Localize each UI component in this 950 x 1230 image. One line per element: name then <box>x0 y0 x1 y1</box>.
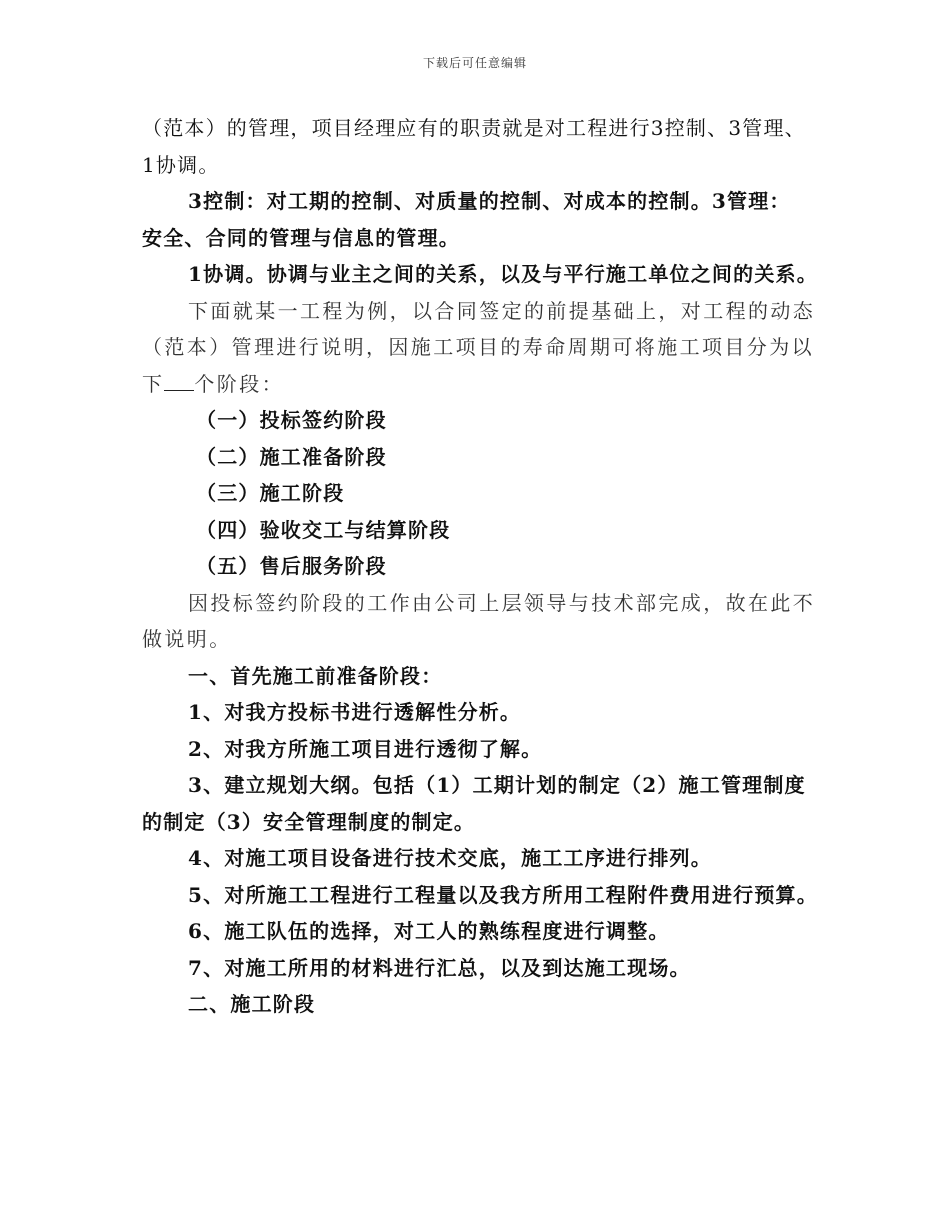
list-item: 3、建立规划大纲。包括（1）工期计划的制定（2）施工管理制度 <box>188 773 806 797</box>
list-item: 1、对我方投标书进行透解性分析。 <box>188 700 522 724</box>
list-item: 5、对所施工工程进行工程量以及我方所用工程附件费用进行预算。 <box>188 882 818 907</box>
paragraph-line: 1协调。 <box>142 152 220 177</box>
stage-item: （五）售后服务阶段 <box>196 554 387 578</box>
note-line: 做说明。 <box>142 627 232 651</box>
list-item: 的制定（3）安全管理制度的制定。 <box>142 809 476 834</box>
list-item: 7、对施工所用的材料进行汇总，以及到达施工现场。 <box>188 955 691 980</box>
paragraph-line: （范本）的管理，项目经理应有的职责就是对工程进行3控制、3管理、 <box>142 116 806 140</box>
stage-item: （二）施工准备阶段 <box>196 444 387 469</box>
section-heading: 一、首先施工前准备阶段： <box>188 663 443 688</box>
list-item: 2、对我方所施工项目进行透彻了解。 <box>188 736 543 761</box>
control-heading-line: 安全、合同的管理与信息的管理。 <box>142 225 460 250</box>
stage-item: （四）验收交工与结算阶段 <box>196 517 451 542</box>
document-body <box>142 110 832 1023</box>
section-heading: 二、施工阶段 <box>188 992 316 1016</box>
intro-line <box>142 366 832 403</box>
blank-underline <box>164 372 194 391</box>
intro-line: 下面就某一工程为例，以合同签定的前提基础上，对工程的动态 <box>188 298 816 323</box>
list-item: 6、施工队伍的选择，对工人的熟练程度进行调整。 <box>188 919 670 943</box>
intro-text: 下 <box>142 371 165 396</box>
list-item: 4、对施工项目设备进行技术交底，施工工序进行排列。 <box>188 846 712 870</box>
control-heading-line: 3控制：对工期的控制、对质量的控制、对成本的控制。3管理： <box>188 189 791 213</box>
page-header: 下载后可任意编辑 <box>422 56 527 70</box>
intro-text: 个阶段： <box>194 371 285 396</box>
note-line: 因投标签约阶段的工作由公司上层领导与技术部完成，故在此不 <box>188 590 816 615</box>
intro-line: （范本）管理进行说明，因施工项目的寿命周期可将施工项目分为以 <box>142 335 814 359</box>
stage-item: （一）投标签约阶段 <box>196 408 387 432</box>
coordination-line: 1协调。协调与业主之间的关系，以及与平行施工单位之间的关系。 <box>188 262 818 286</box>
stage-item: （三）施工阶段 <box>196 481 345 505</box>
